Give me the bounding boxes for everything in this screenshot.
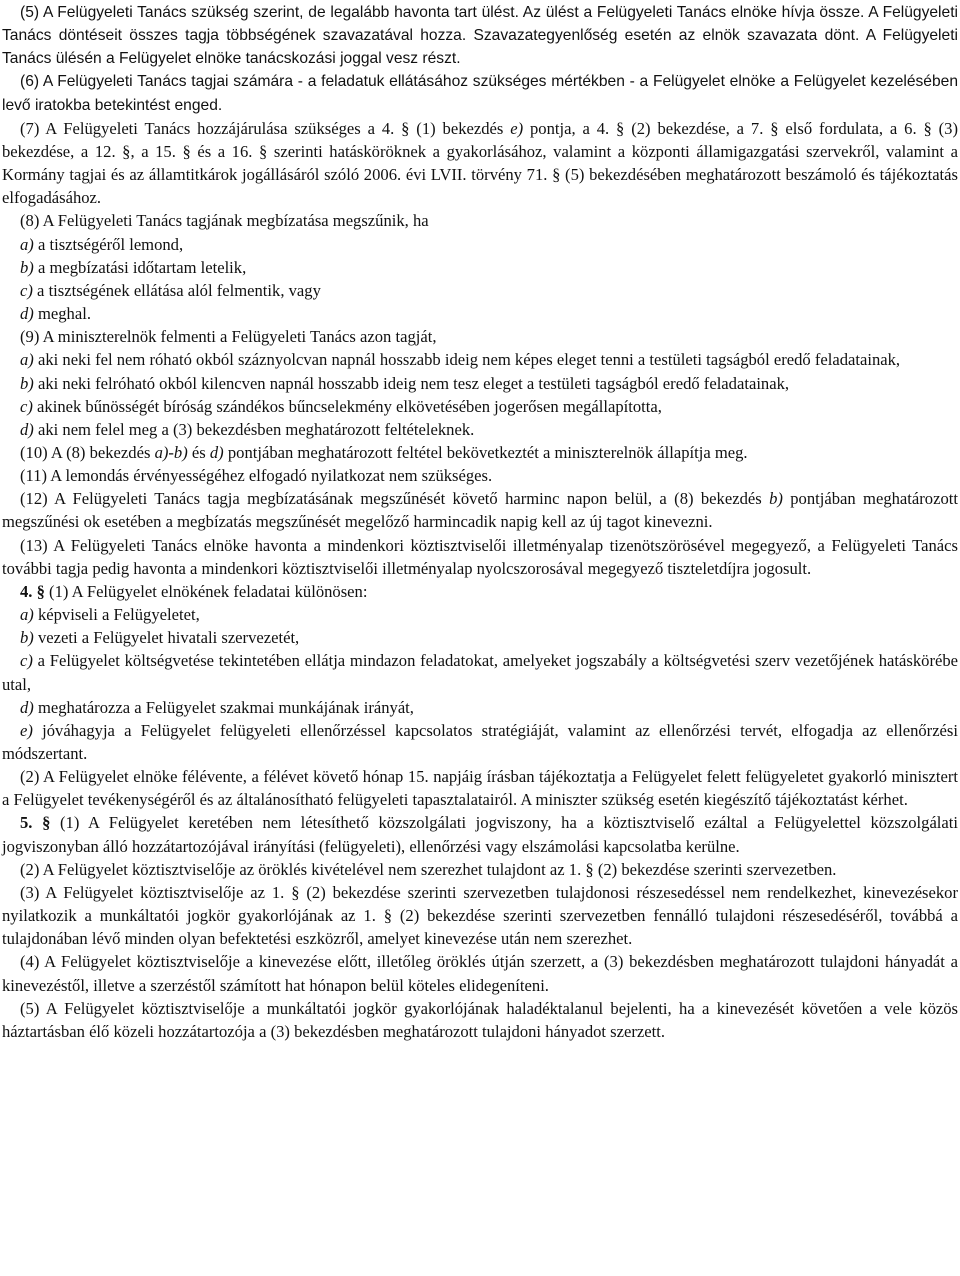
text-run: (11) A lemondás érvényességéhez elfogadó nyilatkozat nem szükséges. — [20, 466, 493, 486]
paragraph-p7 — [2, 117, 958, 210]
text-run: pontjában meghatározott feltétel bekövetkeztét a miniszterelnök állapítja meg. — [223, 442, 748, 462]
paragraph-p5 — [2, 1, 958, 70]
point-marker: b) — [20, 373, 34, 393]
paragraph-p8b — [2, 256, 958, 279]
text-run: pontjában meghatározott megszűnési ok esetében a megbízatás megszűnését megelőző harmincadik napig kell az új tagot kinevezni. — [2, 489, 958, 532]
paragraph-p8c — [2, 279, 958, 302]
text-run: (4) A Felügyelet köztisztviselője a kinevezése előtt, illetőleg öröklés útján szerzett, a (3) bekezdésben meghatározott tulajdoni hányadát a kinevezéstől, illetve a szerzéstől számított hat hónapon belül köteles elidegeníteni. — [2, 952, 958, 995]
legal-document — [2, 0, 958, 1043]
text-run: (7) A Felügyeleti Tanács hozzájárulása szükséges a 4. § (1) bekezdés — [20, 118, 511, 138]
paragraph-p6 — [2, 70, 958, 116]
paragraph-s5p5 — [2, 997, 958, 1043]
text-run: aki neki felróható okból kilencven napnál hosszabb ideig nem tesz eleget a testületi tagságból eredő feladatainak, — [33, 373, 790, 393]
point-marker: d) — [20, 304, 34, 324]
paragraph-s4c — [2, 649, 958, 695]
point-marker: a) — [20, 605, 34, 625]
point-marker: d) — [20, 697, 34, 717]
text-run: akinek bűnösségét bíróság szándékos bűncselekmény elkövetésében jogerősen megállapította, — [32, 396, 662, 416]
paragraph-p10 — [2, 441, 958, 464]
text-run: vezeti a Felügyelet hivatali szervezetét, — [33, 628, 300, 648]
section-number: 5. § — [20, 813, 51, 833]
text-run: pontja, a 4. § (2) bekezdése, a 7. § első fordulata, a 6. § (3) bekezdése, a 12. §, a 15. § és a 16. § szerinti hatásköröknek a gyakorlásához, valamint a központi államigazgatási szervekről, valamint a Kormány tagjai és az államtitkárok jogállásáról szóló 2006. évi LVII. törvény 71. § (5) bekezdésében meghatározott beszámoló és tájékoztatás elfogadásához. — [2, 118, 958, 208]
text-run: jóváhagyja a Felügyelet felügyeleti ellenőrzéssel kapcsolatos stratégiáját, valamint az ellenőrzési tervét, elfogadja az ellenőrzési módszertant. — [2, 720, 958, 763]
paragraph-s5p4 — [2, 950, 958, 996]
text-run: (8) A Felügyeleti Tanács tagjának megbízatása megszűnik, ha — [20, 211, 429, 231]
point-marker: b) — [20, 628, 34, 648]
paragraph-p9 — [2, 325, 958, 348]
paragraph-p13 — [2, 534, 958, 580]
paragraph-p9c — [2, 395, 958, 418]
text-run: a Felügyelet költségvetése tekintetében ellátja mindazon feladatokat, amelyeket jogszabály a költségvetési szerv vezetőjének hatáskörébe utal, — [2, 651, 958, 694]
paragraph-s4a — [2, 603, 958, 626]
point-marker: b) — [769, 489, 783, 509]
section-number: 4. § — [20, 581, 45, 601]
paragraph-p11 — [2, 464, 958, 487]
point-marker: d) — [209, 442, 224, 462]
paragraph-s4p2 — [2, 765, 958, 811]
text-run: (2) A Felügyelet köztisztviselője az öröklés kivételével nem szerezhet tulajdont az 1. § (2) bekezdése szerinti szervezetben. — [20, 859, 837, 879]
text-run: (1) A Felügyelet keretében nem létesíthető közszolgálati jogviszony, ha a köztisztviselő ezáltal a Felügyelettel közszolgálati jogviszonyban álló hozzátartozójával irányítási (felügyeleti), ellenőrzési vagy elszámolási kapcsolatba kerülne. — [2, 813, 958, 856]
text-run: a megbízatási időtartam letelik, — [33, 257, 247, 277]
text-run: és — [187, 442, 210, 462]
point-marker: c) — [20, 651, 33, 671]
paragraph-p8d — [2, 302, 958, 325]
point-marker: b) — [173, 442, 188, 462]
paragraph-p9b — [2, 372, 958, 395]
text-run: a tisztségének ellátása alól felmentik, vagy — [32, 280, 321, 300]
text-run: (10) A (8) bekezdés — [20, 442, 155, 462]
text-run: aki nem felel meg a (3) bekezdésben meghatározott feltételeknek. — [33, 419, 475, 439]
text-run: (13) A Felügyeleti Tanács elnöke havonta a mindenkori köztisztviselői illetményalap tizenötszörösével megegyező, a Felügyeleti Tanács további tagja pedig havonta a mindenkori köztisztviselői illetményalap nyolcszorosával megegyező tiszteletdíjra jogosult. — [2, 535, 958, 578]
paragraph-p8a — [2, 233, 958, 256]
text-run: (9) A miniszterelnök felmenti a Felügyeleti Tanács azon tagját, — [20, 327, 437, 347]
point-marker: a) — [20, 234, 34, 254]
text-run: - — [168, 442, 174, 462]
paragraph-p9d — [2, 418, 958, 441]
point-marker: e) — [20, 720, 33, 740]
paragraph-s4p1 — [2, 580, 958, 603]
point-marker: e) — [510, 118, 524, 138]
paragraph-s5p1 — [2, 811, 958, 857]
text-run: (12) A Felügyeleti Tanács tagja megbízatásának megszűnését követő harminc napon belül, a (8) bekezdés — [20, 489, 770, 509]
point-marker: a) — [20, 350, 34, 370]
text-run: meghatározza a Felügyelet szakmai munkájának irányát, — [33, 697, 414, 717]
point-marker: b) — [20, 257, 34, 277]
text-run: (1) A Felügyelet elnökének feladatai különösen: — [44, 581, 368, 601]
point-marker: a) — [154, 442, 169, 462]
paragraph-s5p3 — [2, 881, 958, 950]
paragraph-s4d — [2, 696, 958, 719]
paragraph-p12 — [2, 487, 958, 533]
paragraph-s5p2 — [2, 858, 958, 881]
paragraph-p8 — [2, 209, 958, 232]
text-run: (5) A Felügyelet köztisztviselője a munkáltatói jogkör gyakorlójának haladéktalanul bejelenti, ha a kinevezését követően a vele közös háztartásban élő közeli hozzátartozója a (3) bekezdésben meghatározott tulajdoni hányadot szerzett. — [2, 998, 958, 1041]
point-marker: d) — [20, 419, 34, 439]
text-run: aki neki fel nem róható okból száznyolcvan napnál hosszabb ideig nem képes eleget tenni a testületi tagságból eredő feladatainak, — [33, 350, 901, 370]
point-marker: c) — [20, 280, 33, 300]
paragraph-p9a — [2, 348, 958, 371]
text-run: képviseli a Felügyeletet, — [33, 605, 200, 625]
point-marker: c) — [20, 396, 33, 416]
text-run: (3) A Felügyelet köztisztviselője az 1. § (2) bekezdése szerinti szervezetben tulajdonosi részesedéssel nem rendelkezhet, kinevezésekor nyilatkozik a munkáltatói jogkör gyakorlójának az 1. § (2) bekezdése szerinti szervezetben fennálló tulajdoni részesedéséről, továbbá a tulajdonában lévő minden olyan befektetési eszközről, amelyet kinevezése után nem szerezhet. — [2, 882, 958, 949]
text-run: (2) A Felügyelet elnöke félévente, a félévet követő hónap 15. napjáig írásban tájékoztatja a Felügyelet felett felügyeletet gyakorló minisztert a Felügyelet tevékenységéről és az általánosítható felügyeleti tapasztalatairól. A miniszter szükség esetén kiegészítő tájékoztatást kérhet. — [2, 767, 958, 810]
paragraph-s4b — [2, 626, 958, 649]
text-run: (5) A Felügyeleti Tanács szükség szerint, de legalább havonta tart ülést. Az ülést a Felügyeleti Tanács elnöke hívja össze. A Felügyeleti Tanács döntéseit összes tagja többségének szavazatával hozza. Szavazategyenlőség esetén az elnök szavazata dönt. A Felügyeleti Tanács ülésén a Felügyelet elnöke tanácskozási joggal vesz részt. — [2, 4, 958, 68]
text-run: a tisztségéről lemond, — [33, 234, 184, 254]
text-run: (6) A Felügyeleti Tanács tagjai számára - a feladatuk ellátásához szükséges mértékben - a Felügyelet elnöke a Felügyelet kezelésében levő iratokba betekintést enged. — [2, 73, 958, 114]
text-run: meghal. — [33, 304, 91, 324]
paragraph-s4e — [2, 719, 958, 765]
